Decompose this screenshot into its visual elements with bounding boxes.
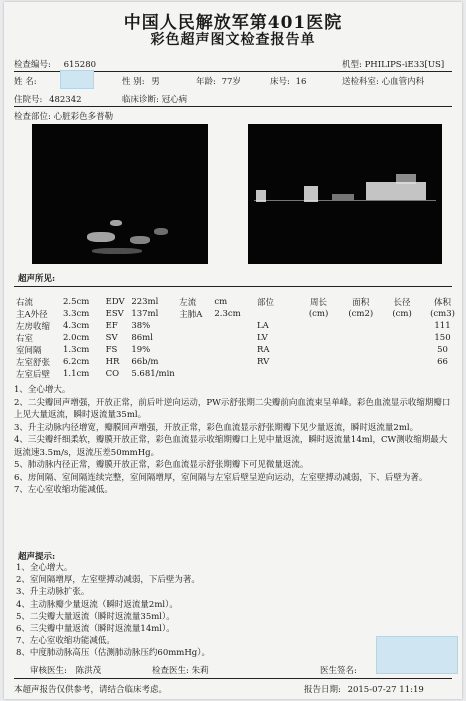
measurement-cell: 左流 [179, 298, 197, 308]
measurement-cell [381, 320, 423, 332]
measurement-cell [423, 368, 462, 380]
measurement-cell: 3.3cm [63, 309, 90, 319]
conclusion-item: 5、二尖瓣大量返流（瞬时返流量35ml）。 [16, 611, 175, 622]
measurement-cell: 左房收缩 [16, 322, 51, 332]
measurement-cell: 左室后壁 [16, 370, 51, 380]
measurement-cell: 2.5cm [63, 297, 90, 307]
measurement-cell [212, 320, 255, 332]
measurement-cell [212, 344, 255, 356]
measurement-row [14, 332, 462, 344]
measurement-cell: 右室 [16, 334, 34, 344]
conclusion-item: 7、左心室收缩功能减低。 [16, 636, 115, 647]
signature-label: 医生签名: [320, 666, 357, 676]
finding-item: 1、全心增大。 [14, 385, 71, 395]
measurement-row [14, 320, 462, 332]
measurement-cell: (cm) [392, 309, 412, 319]
conclusion-item: 6、三尖瓣中量返流（瞬时返流量14ml）。 [16, 624, 175, 635]
conclusion-item: 1、全心增大。 [16, 563, 73, 573]
exam-number: 615280 [63, 60, 97, 70]
measurement-cell: 38% [131, 321, 151, 331]
measurement-cell: 1.3cm [63, 345, 90, 355]
finding-item: 7、左心室收缩功能减低。 [14, 485, 113, 495]
measurement-cell: 体积 [434, 298, 452, 308]
measurement-cell: EDV [105, 297, 125, 307]
measurement-cell: 150 [434, 333, 451, 343]
report-sheet [4, 2, 462, 699]
measurement-row [14, 356, 462, 368]
bed-field: 床号: 16 [270, 77, 307, 87]
conclusion-list [16, 562, 210, 660]
measurement-cell: 50 [437, 345, 448, 355]
measurement-cell [212, 332, 255, 344]
measurement-cell: (cm2) [348, 309, 374, 319]
measurement-cell [381, 332, 423, 344]
measurement-cell [177, 320, 212, 332]
measurement-cell: 5.681/min [131, 369, 175, 379]
department-field: 送检科室: 心血管内科 [342, 77, 425, 87]
measurement-cell: 86ml [131, 333, 153, 343]
measurement-cell [340, 320, 381, 332]
conclusion-item: 3、升主动脉扩张。 [16, 587, 90, 598]
findings-list [14, 384, 454, 497]
measurement-cell [177, 368, 212, 380]
measurement-cell: 111 [434, 321, 451, 331]
measurement-cell [340, 368, 381, 380]
measurement-cell [255, 308, 297, 320]
diagnosis-field: 临床诊断: 冠心病 [122, 95, 188, 105]
measurement-cell: RV [256, 357, 270, 367]
findings-divider [14, 286, 452, 287]
machine-model: PHILIPS-iE33[US] [364, 60, 445, 70]
measurement-cell: 部位 [256, 298, 274, 308]
footer-divider [14, 678, 452, 679]
disclaimer-note: 本超声报告仅供参考，请结合临床考虑。 [14, 685, 168, 695]
measurement-cell: 66 [437, 357, 448, 367]
measurement-cell: 66b/m [131, 357, 159, 367]
measurement-cell [381, 344, 423, 356]
reviewer-field: 审核医生: 陈洪茂 [30, 666, 102, 676]
exam-site-field: 检查部位: 心脏彩色多普勒 [14, 112, 114, 122]
age-field: 年龄: 77岁 [196, 77, 241, 87]
ultrasound-image-2d [32, 124, 208, 264]
redacted-name [60, 70, 94, 89]
measurement-cell: (cm3) [430, 309, 455, 319]
measurement-cell: SV [105, 333, 118, 343]
measurement-cell: EF [105, 321, 118, 331]
measurement-cell [340, 344, 381, 356]
finding-item: 2、二尖瓣回声增强，开放正常，前后叶逆向运动，PW示舒张期二尖瓣前向血流束呈单峰。彩色血流显示收缩期瓣口上见大量返流，瞬时返流量35ml。 [14, 397, 451, 420]
report-title: 彩色超声图文检查报告单 [150, 32, 316, 48]
info-divider [14, 106, 452, 107]
measurement-cell: 2.0cm [63, 333, 90, 343]
measurement-cell [297, 344, 341, 356]
measurement-row [14, 368, 462, 380]
measurement-cell [177, 332, 212, 344]
measurement-cell: 6.2cm [63, 357, 90, 367]
measurement-cell [177, 344, 212, 356]
measurement-cell: 223ml [131, 297, 159, 307]
admission-field: 住院号: 482342 [14, 95, 82, 105]
measurement-row [14, 344, 462, 356]
measurement-cell: (cm) [308, 309, 329, 319]
measurement-cell: 周长 [310, 298, 328, 308]
redacted-signature [376, 636, 458, 674]
measurement-cell: 左室舒张 [16, 358, 51, 368]
measurement-cell [381, 356, 423, 368]
measurement-cell [381, 368, 423, 380]
report-date-field: 报告日期: 2015-07-27 11:19 [304, 685, 424, 695]
measurement-cell: 右流 [16, 298, 34, 308]
measurement-cell: 4.3cm [63, 321, 90, 331]
measurement-cell [297, 368, 341, 380]
measurement-cell [255, 368, 297, 380]
measurements-table [14, 296, 462, 380]
conclusion-heading: 超声提示: [18, 552, 56, 562]
measurement-cell: HR [105, 357, 120, 367]
exam-number-row: 检查编号: 615280 [14, 60, 97, 70]
hospital-name: 中国人民解放军第401医院 [123, 13, 343, 33]
machine-row: 机型: PHILIPS-iE33[US] [342, 60, 445, 70]
measurement-cell [212, 356, 255, 368]
conclusion-item: 4、主动脉瓣少量返流（瞬时返流量2ml）。 [16, 599, 178, 610]
finding-item: 5、肺动脉内径正常，瓣膜开放正常，彩色血流显示舒张期瓣下可见微量返流。 [14, 460, 309, 470]
measurement-cell [340, 356, 381, 368]
measurement-cell: 长径 [393, 298, 411, 308]
findings-heading: 超声所见: [18, 274, 56, 284]
measurement-cell: 2.3cm [214, 309, 241, 319]
measurement-cell: 面积 [352, 298, 370, 308]
measurement-cell: 主肺A [179, 310, 203, 320]
measurement-cell: 室间隔 [16, 346, 42, 356]
measurement-cell: CO [105, 369, 120, 379]
measurement-cell [212, 368, 255, 380]
finding-item: 3、升主动脉内径增宽，瓣膜回声增强，开放正常，彩色血流显示舒张期瓣下见少量返流，瞬时返流量2ml。 [14, 422, 419, 433]
measurement-cell: FS [105, 345, 118, 355]
measurement-cell: LA [256, 321, 269, 331]
measurement-cell: 主A外径 [16, 310, 48, 320]
measurement-cell [297, 320, 341, 332]
patient-name-label: 姓 名: [14, 77, 37, 87]
measurement-cell [177, 356, 212, 368]
measurement-cell: LV [256, 333, 268, 343]
conclusion-item: 8、中度肺动脉高压（估测肺动脉压约60mmHg）。 [16, 648, 210, 659]
measurement-row [14, 308, 462, 320]
conclusion-item: 2、室间隔增厚，左室壁搏动减弱，下后壁为著。 [16, 575, 200, 586]
measurement-cell [297, 332, 341, 344]
sex-field: 性 别: 男 [122, 77, 160, 87]
measurement-cell: 19% [131, 345, 151, 355]
ultrasound-image-doppler [248, 124, 442, 264]
measurement-cell: 1.1cm [63, 369, 90, 379]
measurement-cell: 137ml [131, 309, 159, 319]
measurement-row [14, 296, 462, 308]
measurement-cell: ESV [105, 309, 124, 319]
measurement-cell [297, 356, 341, 368]
examiner-field: 检查医生: 朱莉 [152, 666, 209, 676]
finding-item: 6、房间隔、室间隔连续完整，室间隔增厚，室间隔与左室后壁呈逆向运动，左室壁搏动减弱，下、后壁为著。 [14, 472, 428, 483]
finding-item: 4、三尖瓣纤细柔软，瓣膜开放正常，彩色血流显示收缩期瓣口上见中量返流，瞬时返流量14ml，CW测收缩期最大返流速3.5m/s，返流压差50mmHg。 [14, 435, 448, 458]
measurement-cell: cm [214, 297, 228, 307]
measurement-cell [340, 332, 381, 344]
measurement-cell: RA [256, 345, 270, 355]
